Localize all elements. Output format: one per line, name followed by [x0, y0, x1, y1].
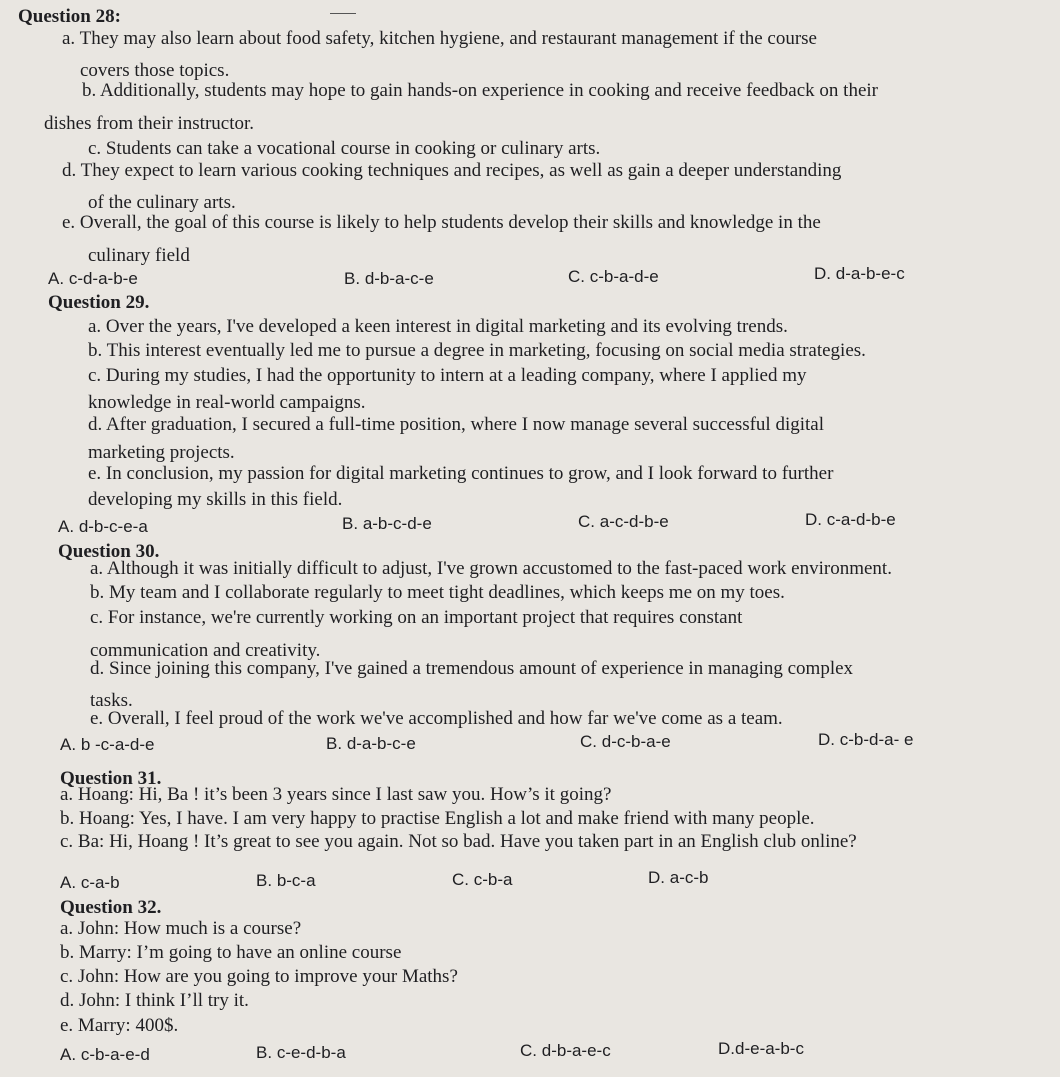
- question-28-line-c: c. Students can take a vocational course in cooking or culinary arts.: [88, 138, 601, 159]
- question-29-option-b[interactable]: B. a-b-c-d-e: [342, 514, 432, 533]
- question-30-option-a[interactable]: A. b -c-a-d-e: [60, 735, 155, 754]
- question-29-line-d1: d. After graduation, I secured a full-time position, where I now manage several successful digital: [88, 414, 825, 435]
- question-32-line-c: c. John: How are you going to improve your Maths?: [60, 966, 458, 987]
- question-32-line-b: b. Marry: I’m going to have an online course: [60, 942, 402, 963]
- question-29-option-a[interactable]: A. d-b-c-e-a: [58, 517, 148, 536]
- question-28-line-d1: d. They expect to learn various cooking techniques and recipes, as well as gain a deeper understanding: [62, 160, 842, 181]
- question-32-option-d[interactable]: D.d-e-a-b-c: [718, 1039, 804, 1058]
- question-31-option-c[interactable]: C. c-b-a: [452, 870, 513, 889]
- question-30-option-c[interactable]: C. d-c-b-a-e: [580, 732, 671, 751]
- question-30-line-c2: communication and creativity.: [90, 640, 321, 661]
- question-29-option-c[interactable]: C. a-c-d-b-e: [578, 512, 669, 531]
- question-32-line-d: d. John: I think I’ll try it.: [60, 990, 249, 1011]
- question-28-line-e2: culinary field: [88, 245, 190, 266]
- question-30-option-d[interactable]: D. c-b-d-a- e: [818, 730, 914, 749]
- question-31-title: Question 31.: [60, 768, 162, 789]
- question-28-line-a2: covers those topics.: [80, 60, 230, 81]
- question-29-title: Question 29.: [48, 292, 150, 313]
- question-30-line-c1: c. For instance, we're currently working on an important project that requires constant: [90, 607, 743, 628]
- question-28-option-d[interactable]: D. d-a-b-e-c: [814, 264, 905, 283]
- question-30-line-a: a. Although it was initially difficult to adjust, I've grown accustomed to the fast-paced work environment.: [90, 558, 892, 579]
- question-32-option-a[interactable]: A. c-b-a-e-d: [60, 1045, 150, 1064]
- question-31-option-b[interactable]: B. b-c-a: [256, 871, 316, 890]
- header-dash: [330, 13, 356, 14]
- question-28-line-b2: dishes from their instructor.: [44, 113, 255, 134]
- question-29-line-a: a. Over the years, I've developed a keen interest in digital marketing and its evolving trends.: [88, 316, 788, 337]
- question-30-line-d1: d. Since joining this company, I've gained a tremendous amount of experience in managing complex: [90, 658, 854, 679]
- question-28-line-b1: b. Additionally, students may hope to gain hands-on experience in cooking and receive feedback on their: [82, 80, 878, 101]
- question-28-option-a[interactable]: A. c-d-a-b-e: [48, 269, 138, 288]
- question-30-line-d2: tasks.: [90, 690, 133, 711]
- question-29-line-b: b. This interest eventually led me to pursue a degree in marketing, focusing on social media strategies.: [88, 340, 866, 361]
- question-29-line-e1: e. In conclusion, my passion for digital marketing continues to grow, and I look forward to further: [88, 463, 834, 484]
- question-32-option-c[interactable]: C. d-b-a-e-c: [520, 1041, 611, 1060]
- question-31-option-d[interactable]: D. a-c-b: [648, 868, 709, 887]
- question-29-line-e2: developing my skills in this field.: [88, 489, 343, 510]
- question-28-option-b[interactable]: B. d-b-a-c-e: [344, 269, 434, 288]
- question-32-title: Question 32.: [60, 897, 162, 918]
- question-29-line-c2: knowledge in real-world campaigns.: [88, 392, 366, 413]
- question-30-line-b: b. My team and I collaborate regularly to meet tight deadlines, which keeps me on my toes.: [90, 582, 785, 603]
- question-32-line-a: a. John: How much is a course?: [60, 918, 302, 939]
- question-29-option-d[interactable]: D. c-a-d-b-e: [805, 510, 896, 529]
- question-28-option-c[interactable]: C. c-b-a-d-e: [568, 267, 659, 286]
- question-28-line-d2: of the culinary arts.: [88, 192, 236, 213]
- question-30-line-e: e. Overall, I feel proud of the work we've accomplished and how far we've come as a team.: [90, 708, 783, 729]
- question-29-line-d2: marketing projects.: [88, 442, 235, 463]
- question-31-option-a[interactable]: A. c-a-b: [60, 873, 120, 892]
- question-28-title: Question 28:: [18, 6, 121, 27]
- question-30-option-b[interactable]: B. d-a-b-c-e: [326, 734, 416, 753]
- question-32-line-e: e. Marry: 400$.: [60, 1015, 179, 1036]
- question-30-title: Question 30.: [58, 541, 160, 562]
- question-32-option-b[interactable]: B. c-e-d-b-a: [256, 1043, 346, 1062]
- question-31-line-a: a. Hoang: Hi, Ba ! it’s been 3 years since I last saw you. How’s it going?: [60, 784, 612, 805]
- question-28-line-e1: e. Overall, the goal of this course is likely to help students develop their skills and knowledge in the: [62, 212, 821, 233]
- question-31-line-b: b. Hoang: Yes, I have. I am very happy to practise English a lot and make friend with many people.: [60, 808, 815, 829]
- question-29-line-c1: c. During my studies, I had the opportunity to intern at a leading company, where I applied my: [88, 365, 807, 386]
- question-28-line-a1: a. They may also learn about food safety, kitchen hygiene, and restaurant management if the course: [62, 28, 817, 49]
- question-31-line-c: c. Ba: Hi, Hoang ! It’s great to see you again. Not so bad. Have you taken part in an English club online?: [60, 831, 857, 852]
